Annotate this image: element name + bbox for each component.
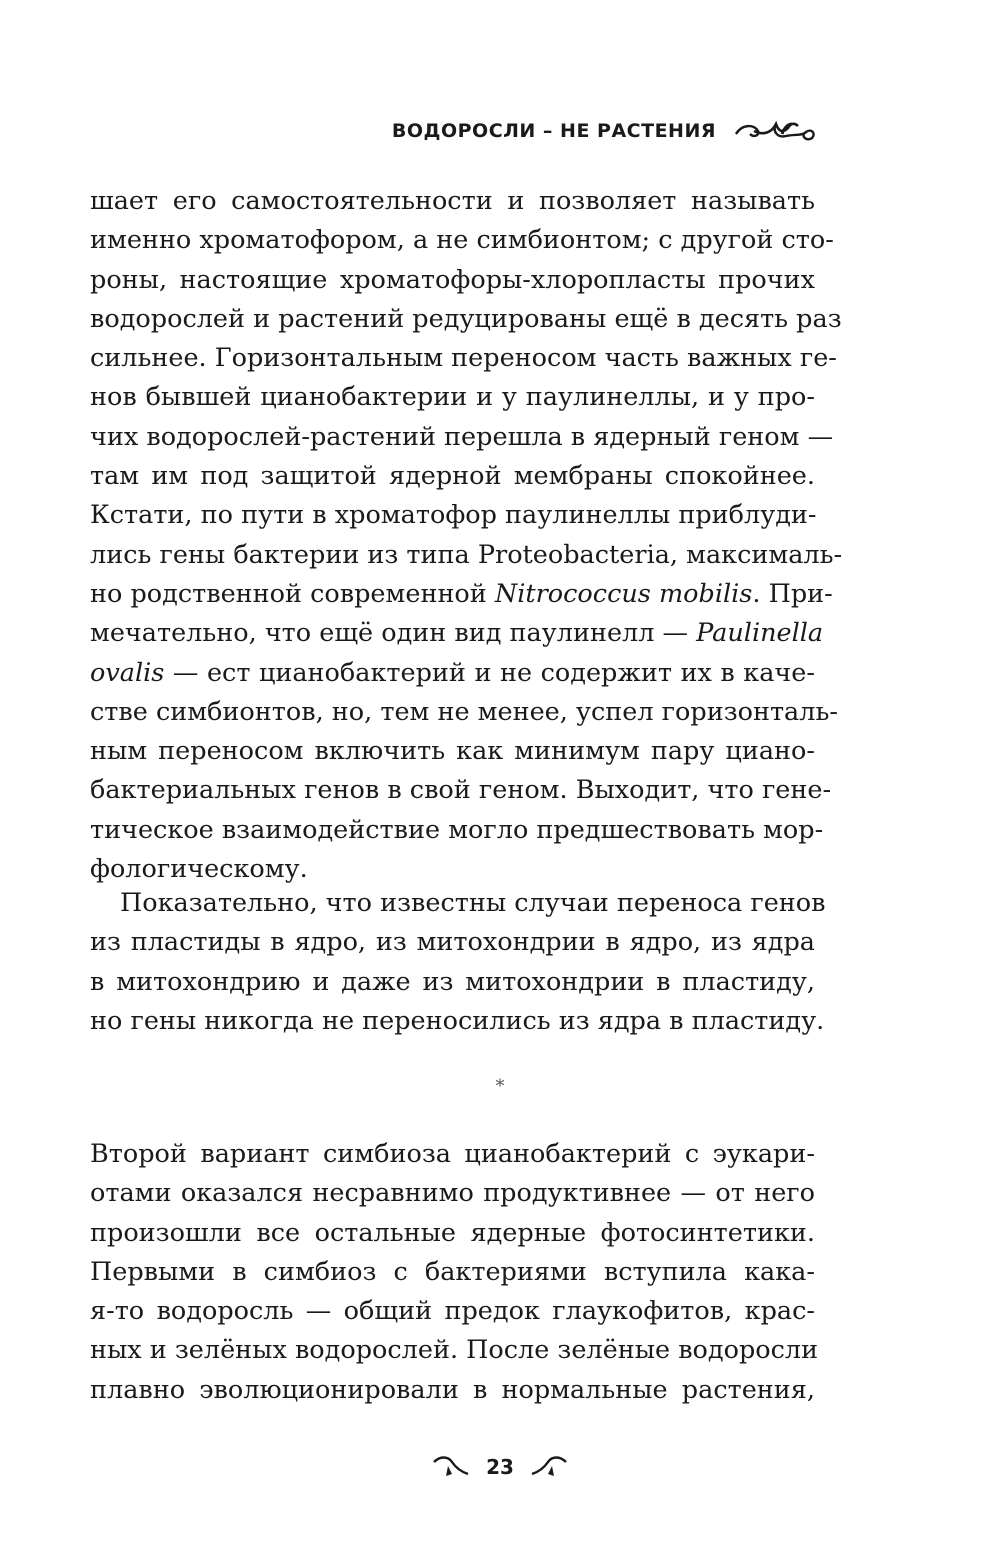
text-line: водорослей и растений редуцированы ещё в десять раз: [90, 303, 842, 334]
text-line: отами оказался несравнимо продуктивнее — от него: [90, 1178, 815, 1209]
text-line: ным переносом включить как минимум пару циано-: [90, 736, 815, 767]
text-line: бактериальных генов в свой геном. Выходит, что генe-: [90, 775, 832, 806]
text-line: [90, 575, 833, 614]
text-line: Первыми в симбиоз с бактериями вступила кака-: [90, 1256, 815, 1287]
leaf-scroll-icon: [732, 118, 818, 144]
text-line: ных и зелёных водорослей. После зелёные водоросли: [90, 1335, 819, 1366]
text-line: фологическому.: [90, 854, 308, 885]
page-footer: [0, 1454, 1000, 1480]
sprout-right-icon: [528, 1454, 568, 1480]
text-line: роны, настоящие хроматофоры-хлоропласты прочих: [90, 264, 815, 295]
text-line: плавно эволюционировали в нормальные растения,: [90, 1374, 815, 1405]
text-line: шает его самостоятельности и позволяет называть: [90, 186, 815, 216]
species-name: Nitrococcus mobilis: [494, 578, 753, 609]
text-line: сильнее. Горизонтальным переносом часть важных ге-: [90, 343, 837, 374]
text-line: [90, 654, 815, 693]
paragraph-2: [90, 884, 826, 1041]
paragraph-1: [90, 182, 843, 889]
text-line: нов бывшей цианобактерии и у паулинеллы, и у про-: [90, 382, 815, 413]
species-name: Paulinella: [696, 618, 824, 649]
text-line: стве симбионтов, но, тем не менее, успел горизонталь-: [90, 696, 838, 727]
text-line: лись гены бактерии из типа Proteobacteria, максималь-: [90, 539, 843, 570]
section-separator: *: [495, 1076, 505, 1097]
text-line: Кстати, по пути в хроматофор паулинеллы приблуди-: [90, 500, 817, 531]
page-number: 23: [486, 1455, 514, 1479]
species-name: ovalis: [90, 657, 165, 688]
text-line: из пластиды в ядро, из митохондрии в ядро, из ядра: [90, 927, 815, 958]
text-segment: мечательно, что ещё один вид паулинелл —: [90, 618, 697, 649]
text-line: именно хроматофором, а не симбионтом; с другой сто-: [90, 225, 834, 256]
text-line: чих водорослей-растений перешла в ядерный геном —: [90, 421, 834, 452]
text-line: тическое взаимодействие могло предшествовать мор-: [90, 814, 824, 845]
text-segment: но родственной современной: [90, 578, 495, 609]
text-segment: . При-: [752, 578, 833, 609]
text-line: но гены никогда не переносились из ядра в пластиду.: [90, 1005, 825, 1036]
text-line: произошли все остальные ядерные фотосинтетики.: [90, 1217, 815, 1248]
text-line: там им под защитой ядерной мембраны спокойнее.: [90, 461, 815, 492]
running-header: [392, 118, 818, 144]
text-line: я-то водоросль — общий предок глаукофитов, крас-: [90, 1296, 815, 1327]
sprout-left-icon: [432, 1454, 472, 1480]
paragraph-3: [90, 1135, 819, 1410]
running-title: ВОДОРОСЛИ – НЕ РАСТЕНИЯ: [391, 120, 716, 142]
text-line: Показательно, что известны случаи переноса генов: [120, 888, 826, 918]
text-line: в митохондрию и даже из митохондрии в пластиду,: [90, 966, 815, 997]
text-line: [90, 614, 824, 653]
text-line: Второй вариант симбиоза цианобактерий с эукари-: [90, 1139, 815, 1169]
text-segment: — ест цианобактерий и не содержит их в каче-: [164, 657, 815, 688]
